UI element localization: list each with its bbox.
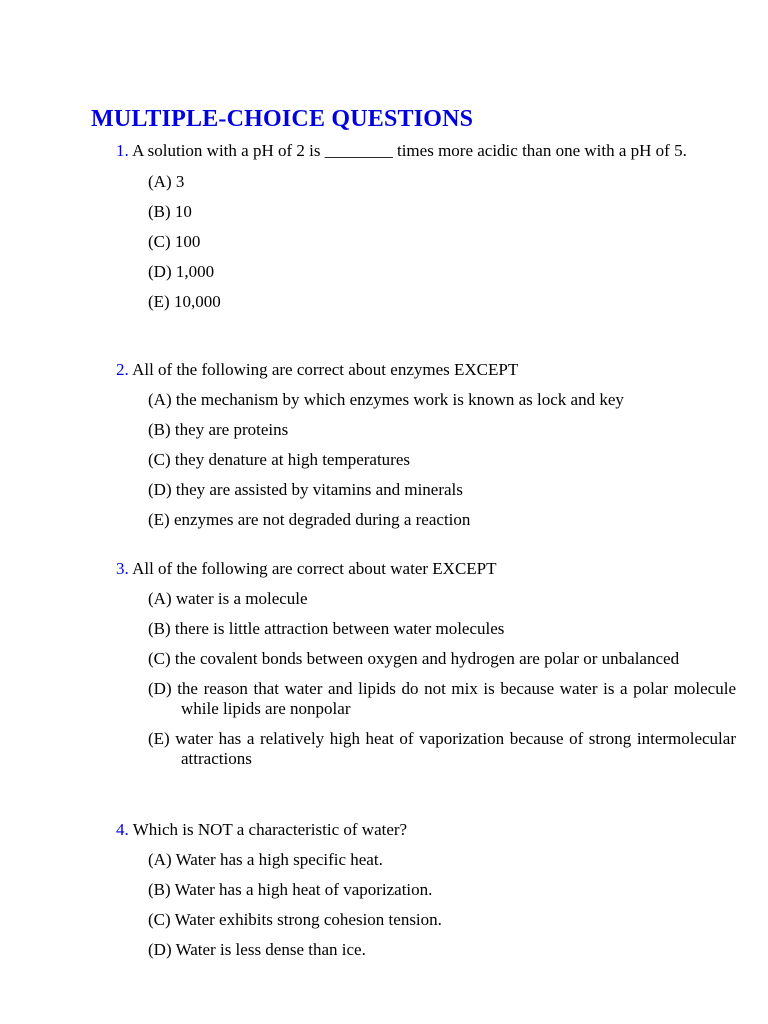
page-title: MULTIPLE-CHOICE QUESTIONS	[91, 106, 474, 132]
choice-text: 1,000	[175, 262, 215, 281]
choice-label: (A)	[148, 390, 172, 409]
choice-text: Water is less dense than ice.	[175, 940, 366, 959]
choice-e	[116, 729, 736, 769]
question-stem: All of the following are correct about water EXCEPT	[132, 559, 497, 578]
choice-c	[116, 450, 703, 470]
choice-label: (D)	[148, 480, 172, 499]
question-number: 4.	[116, 820, 129, 839]
choice-label: (B)	[148, 420, 171, 439]
choice-label: (D)	[148, 940, 172, 959]
choice-d	[116, 262, 703, 282]
choice-list	[116, 850, 706, 960]
choice-text: the reason that water and lipids do not mix is because water is a polar molecule while lipids are nonpolar	[177, 679, 736, 718]
choice-label: (B)	[148, 880, 171, 899]
choice-label: (C)	[148, 450, 171, 469]
question-stem: Which is NOT a characteristic of water?	[132, 820, 408, 839]
question-text	[116, 559, 706, 579]
choice-d	[116, 679, 736, 719]
choice-text: there is little attraction between water molecules	[174, 619, 505, 638]
choice-a	[116, 172, 703, 192]
choice-text: water is a molecule	[175, 589, 308, 608]
question-text	[116, 820, 706, 840]
choice-label: (D)	[148, 262, 172, 281]
choice-b	[116, 619, 703, 639]
choice-text: they are assisted by vitamins and minerals	[175, 480, 463, 499]
choice-label: (C)	[148, 232, 171, 251]
choice-e	[116, 292, 703, 312]
choice-text: they denature at high temperatures	[174, 450, 410, 469]
choice-c	[116, 910, 703, 930]
choice-text: the covalent bonds between oxygen and hydrogen are polar or unbalanced	[174, 649, 680, 668]
question-stem: All of the following are correct about enzymes EXCEPT	[132, 360, 519, 379]
question-1	[116, 141, 706, 312]
question-number: 1.	[116, 141, 129, 160]
choice-d	[116, 940, 703, 960]
choice-b	[116, 420, 703, 440]
choice-text: 10	[174, 202, 192, 221]
question-number: 2.	[116, 360, 129, 379]
choice-b	[116, 880, 703, 900]
choice-text: 10,000	[173, 292, 221, 311]
choice-label: (E)	[148, 729, 170, 748]
question-text	[116, 360, 706, 380]
choice-list	[116, 589, 736, 769]
choice-e	[116, 510, 703, 530]
choice-label: (B)	[148, 202, 171, 221]
choice-text: Water exhibits strong cohesion tension.	[174, 910, 442, 929]
choice-text: 3	[175, 172, 185, 191]
choice-text: the mechanism by which enzymes work is known as lock and key	[175, 390, 624, 409]
choice-label: (D)	[148, 679, 172, 698]
choice-a	[116, 850, 703, 870]
choice-c	[116, 649, 736, 669]
choice-label: (C)	[148, 910, 171, 929]
choice-text: Water has a high specific heat.	[175, 850, 383, 869]
choice-a	[116, 390, 703, 410]
choice-label: (A)	[148, 850, 172, 869]
choice-c	[116, 232, 703, 252]
question-3	[116, 559, 736, 769]
choice-list	[116, 390, 706, 530]
question-4	[116, 820, 706, 960]
question-stem: A solution with a pH of 2 is ________ times more acidic than one with a pH of 5.	[132, 141, 687, 160]
question-text	[116, 141, 706, 161]
choice-b	[116, 202, 703, 222]
question-number: 3.	[116, 559, 129, 578]
choice-text: water has a relatively high heat of vaporization because of strong intermolecular attractions	[175, 729, 736, 768]
choice-text: they are proteins	[174, 420, 289, 439]
choice-text: 100	[174, 232, 201, 251]
question-2	[116, 360, 706, 530]
choice-a	[116, 589, 703, 609]
choice-list	[116, 172, 706, 312]
choice-text: Water has a high heat of vaporization.	[174, 880, 433, 899]
choice-label: (A)	[148, 172, 172, 191]
choice-label: (B)	[148, 619, 171, 638]
choice-text: enzymes are not degraded during a reaction	[173, 510, 471, 529]
choice-label: (E)	[148, 510, 170, 529]
choice-d	[116, 480, 703, 500]
choice-label: (C)	[148, 649, 171, 668]
choice-label: (E)	[148, 292, 170, 311]
choice-label: (A)	[148, 589, 172, 608]
